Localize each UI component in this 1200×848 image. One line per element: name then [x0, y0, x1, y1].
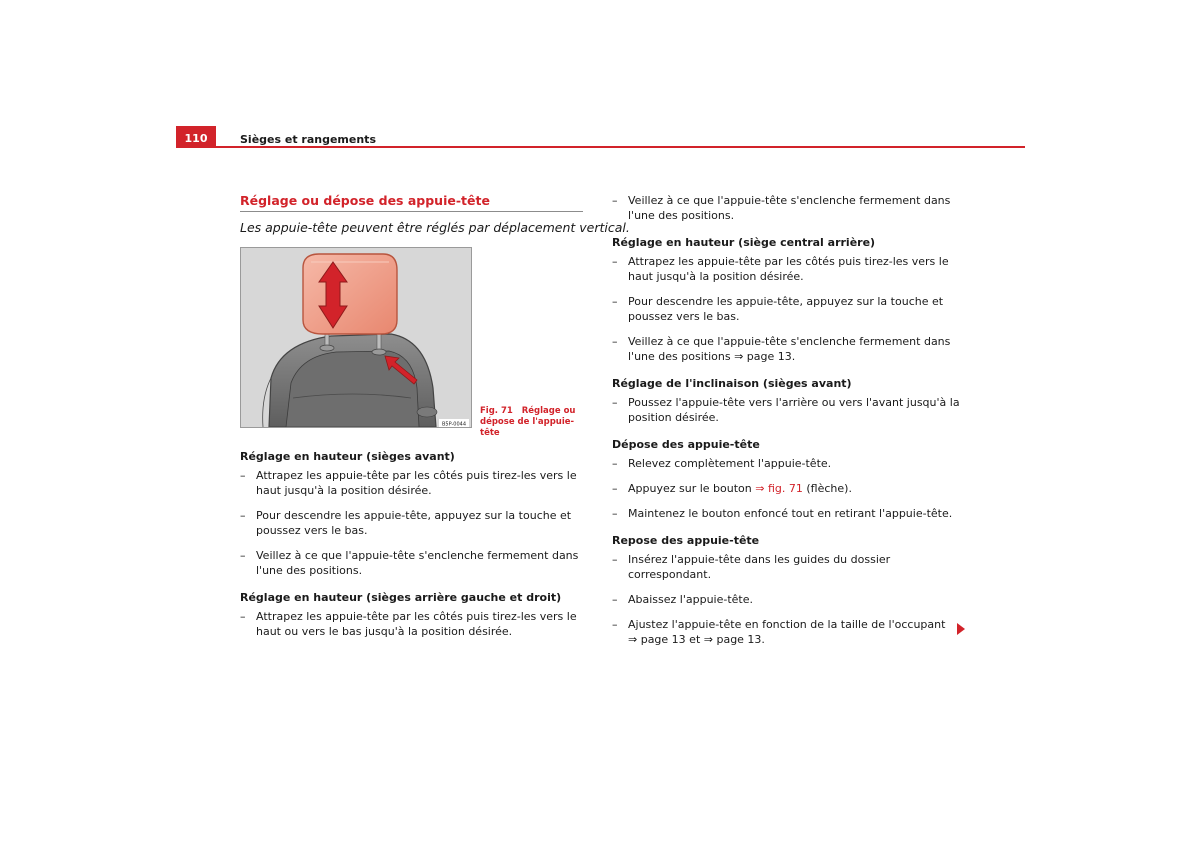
- heading-central-height: Réglage en hauteur (siège central arrière): [612, 236, 876, 249]
- figure-illustration: [240, 247, 472, 428]
- page-reference[interactable]: ⇒ page 13 et ⇒ page 13.: [628, 633, 765, 646]
- heading-front-height: Réglage en hauteur (sièges avant): [240, 450, 455, 463]
- list-item: – Attrapez les appuie-tête par les côtés puis tirez-les vers le haut jusqu'à la position désirée.: [240, 469, 577, 497]
- header-rule: [176, 146, 1025, 148]
- figure: [240, 247, 585, 438]
- left-column: [240, 193, 630, 639]
- list-item: – Relevez complètement l'appuie-tête.: [612, 457, 832, 470]
- list-item: – Abaissez l'appuie-tête.: [612, 593, 754, 606]
- right-column: [612, 193, 962, 647]
- list-item: – Maintenez le bouton enfoncé tout en retirant l'appuie-tête.: [612, 507, 953, 520]
- page-number: 110: [176, 126, 216, 148]
- triangle-right-icon: [957, 623, 965, 635]
- chapter-title: Sièges et rangements: [240, 133, 376, 146]
- list-item: – Veillez à ce que l'appuie-tête s'enclenche fermement dans l'une des positions ⇒ page 13.: [612, 335, 951, 363]
- headrest-illustration: [241, 248, 471, 427]
- heading-remove: Dépose des appuie-tête: [612, 438, 760, 451]
- list-item: – Ajustez l'appuie-tête en fonction de la taille de l'occupant ⇒ page 13 et ⇒ page 13.: [612, 618, 946, 646]
- list-item: – Pour descendre les appuie-tête, appuyez sur la touche et poussez vers le bas.: [612, 295, 944, 323]
- section-intro: Les appuie-tête peuvent être réglés par déplacement vertical.: [240, 220, 630, 235]
- list-item: – Attrapez les appuie-tête par les côtés puis tirez-les vers le haut ou vers le bas jusqu'à la position désirée.: [240, 610, 577, 638]
- figure-caption-line1: Réglage ou: [521, 406, 576, 416]
- list-item: – Veillez à ce que l'appuie-tête s'enclenche fermement dans l'une des positions.: [612, 194, 951, 222]
- list-item: – Poussez l'appuie-tête vers l'arrière ou vers l'avant jusqu'à la position désirée.: [612, 396, 960, 424]
- list-item: – Attrapez les appuie-tête par les côtés puis tirez-les vers le haut jusqu'à la position désirée.: [612, 255, 949, 283]
- list-item: – Appuyez sur le bouton ⇒ fig. 71 (flèche).: [612, 482, 852, 495]
- heading-tilt: Réglage de l'inclinaison (sièges avant): [612, 377, 852, 390]
- list-item: – Pour descendre les appuie-tête, appuyez sur la touche et poussez vers le bas.: [240, 509, 572, 537]
- figure-reference-link[interactable]: ⇒ fig. 71: [755, 482, 803, 495]
- figure-caption-line2: dépose de l'appuie-tête: [480, 417, 575, 438]
- page-reference[interactable]: ⇒ page 13.: [734, 350, 796, 363]
- list-item: – Insérez l'appuie-tête dans les guides du dossier correspondant.: [612, 553, 891, 581]
- section-title: Réglage ou dépose des appuie-tête: [240, 193, 583, 212]
- figure-code: B5P-0044: [441, 421, 467, 427]
- heading-rear-height: Réglage en hauteur (sièges arrière gauche et droit): [240, 591, 562, 604]
- figure-caption-number: Fig. 71: [480, 406, 513, 416]
- figure-caption: [480, 406, 590, 439]
- list-item: – Veillez à ce que l'appuie-tête s'enclenche fermement dans l'une des positions.: [240, 549, 579, 577]
- heading-refit: Repose des appuie-tête: [612, 534, 760, 547]
